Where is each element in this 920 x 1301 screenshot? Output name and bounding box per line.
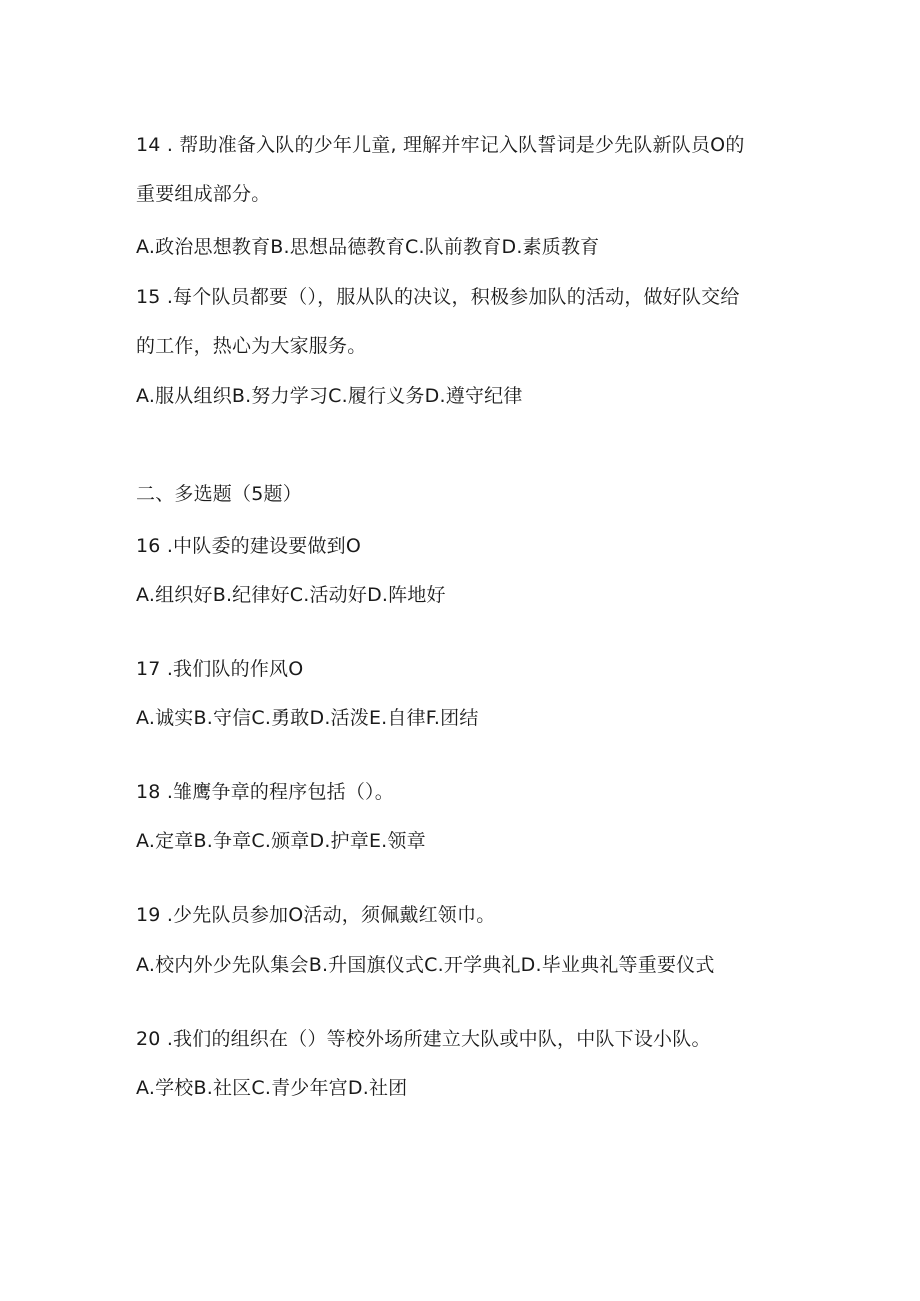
question-14-options: A.政治思想教育B.思想品德教育C.队前教育D.素质教育 (136, 236, 600, 258)
question-15-stem-line-2: 的工作，热心为大家服务。 (136, 335, 367, 357)
question-18-options: A.定章B.争章C.颁章D.护章E.领章 (136, 830, 426, 852)
question-16-options: A.组织好B.纪律好C.活动好D.阵地好 (136, 584, 446, 606)
question-19-stem: 19 .少先队员参加O活动，须佩戴红领巾。 (136, 904, 496, 926)
question-17-stem: 17 .我们队的作风O (136, 658, 304, 680)
question-17-options: A.诚实B.守信C.勇敢D.活泼E.自律F.团结 (136, 707, 479, 729)
question-14-stem-line-1: 14 . 帮助准备入队的少年儿童, 理解并牢记入队誓词是少先队新队员O的 (136, 134, 745, 156)
question-18-stem: 18 .雏鹰争章的程序包括（）。 (136, 781, 394, 803)
question-14-stem-line-2: 重要组成部分。 (136, 183, 271, 205)
question-15-options: A.服从组织B.努力学习C.履行义务D.遵守纪律 (136, 385, 523, 407)
question-16-stem: 16 .中队委的建设要做到O (136, 535, 362, 557)
question-15-stem-line-1: 15 .每个队员都要（），服从队的决议，积极参加队的活动，做好队交给 (136, 286, 740, 308)
question-20-options: A.学校B.社区C.青少年宫D.社团 (136, 1077, 408, 1099)
question-20-stem: 20 .我们的组织在（）等校外场所建立大队或中队，中队下设小队。 (136, 1028, 711, 1050)
section-heading: 二、多选题（5题） (136, 483, 302, 505)
question-19-options: A.校内外少先队集会B.升国旗仪式C.开学典礼D.毕业典礼等重要仪式 (136, 954, 715, 976)
